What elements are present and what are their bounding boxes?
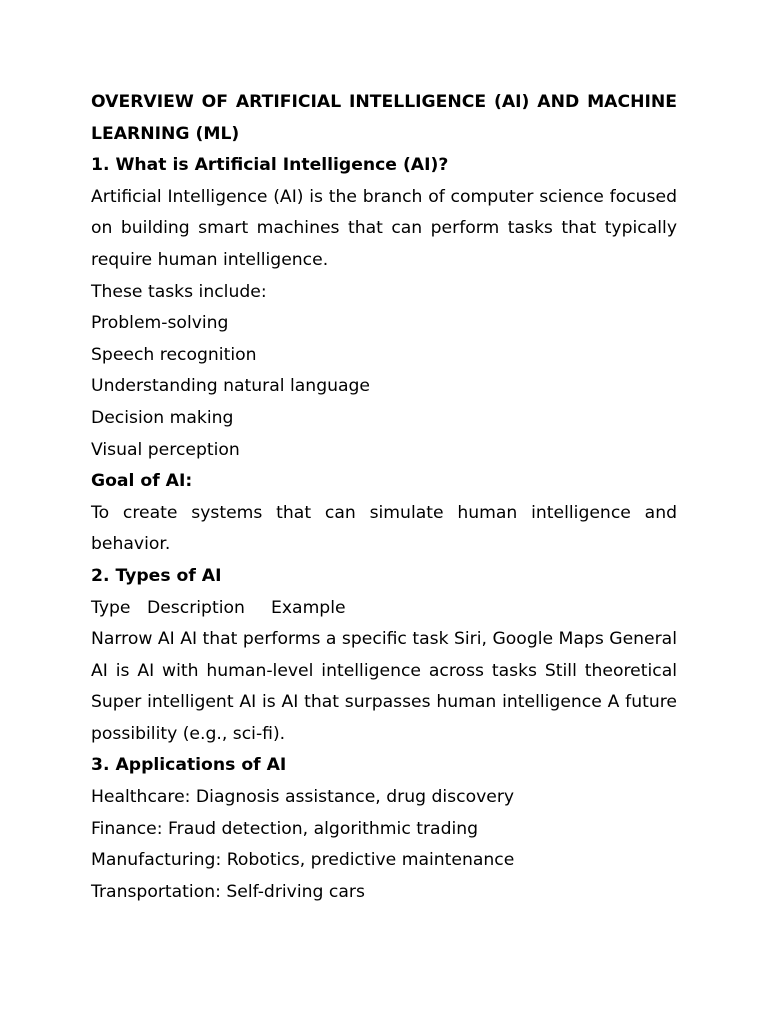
- task-item-decision-making: Decision making: [91, 407, 234, 428]
- task-item-visual-perception: Visual perception: [91, 439, 240, 460]
- types-table-header: [91, 593, 677, 625]
- table-header-description: Description: [147, 597, 245, 618]
- task-item-natural-language: Understanding natural language: [91, 376, 371, 397]
- goal-heading: Goal of AI:: [91, 471, 193, 492]
- section-3-heading: 3. Applications of AI: [91, 755, 287, 776]
- application-item-healthcare: Healthcare: Diagnosis assistance, drug discovery: [91, 787, 515, 808]
- types-table-body: Narrow AI AI that performs a specific task Siri, Google Maps General AI is AI with human-level intelligence across tasks Still theoretical Super intelligent AI is AI that surpasses human intelligence A future possibility (e.g., sci-fi).: [91, 629, 677, 744]
- document-body: [91, 87, 677, 908]
- table-header-type: Type: [91, 597, 131, 618]
- application-item-finance: Finance: Fraud detection, algorithmic trading: [91, 818, 479, 839]
- task-item-speech-recognition: Speech recognition: [91, 344, 257, 365]
- task-item-problem-solving: Problem-solving: [91, 313, 229, 334]
- application-item-manufacturing: Manufacturing: Robotics, predictive maintenance: [91, 850, 515, 871]
- table-header-example: Example: [271, 597, 346, 618]
- tasks-intro: These tasks include:: [91, 281, 267, 302]
- section-2-heading: 2. Types of AI: [91, 565, 222, 586]
- section-1-heading: 1. What is Artificial Intelligence (AI)?: [91, 155, 449, 176]
- ai-definition-paragraph: Artificial Intelligence (AI) is the branch of computer science focused on building smart machines that can perform tasks that typically require human intelligence.: [91, 186, 677, 270]
- document-title: OVERVIEW OF ARTIFICIAL INTELLIGENCE (AI) AND MACHINE LEARNING (ML): [91, 92, 677, 144]
- application-item-transportation: Transportation: Self-driving cars: [91, 881, 365, 902]
- goal-paragraph: To create systems that can simulate human intelligence and behavior.: [91, 502, 677, 555]
